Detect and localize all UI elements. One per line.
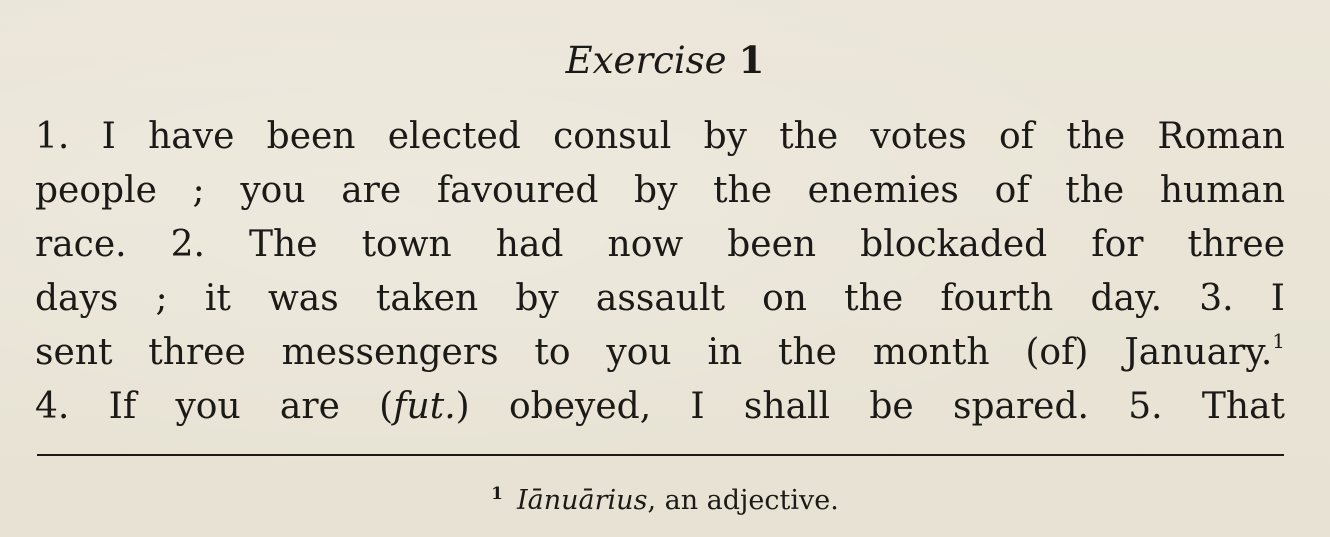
text-line — [35, 164, 1285, 218]
text-line — [35, 272, 1285, 326]
text-line — [35, 110, 1285, 164]
footnote — [0, 476, 1330, 519]
text-line — [35, 218, 1285, 272]
text-segment: days ; it was taken by assault on the fourth day. 3. I — [35, 278, 1285, 319]
text-segment: ) obeyed, I shall be spared. 5. That — [455, 386, 1285, 427]
text-segment: 4. If you are ( — [35, 386, 394, 427]
footnote-term: Iānuārius — [517, 485, 648, 516]
heading-word: Exercise — [565, 39, 727, 82]
text-segment: 1. I have been elected consul by the votes of the Roman — [35, 116, 1285, 157]
heading-number: 1 — [738, 38, 765, 82]
italic-text: fut. — [393, 386, 456, 427]
text-line — [35, 380, 1285, 434]
exercise-heading — [0, 38, 1330, 83]
footnote-text: , an adjective. — [647, 485, 839, 516]
text-segment: race. 2. The town had now been blockaded for three — [35, 224, 1285, 265]
text-segment: people ; you are favoured by the enemies of the human — [35, 170, 1285, 211]
footnote-rule — [37, 454, 1284, 456]
footnote-reference: 1 — [1272, 329, 1285, 353]
text-segment: sent three messengers to you in the month (of) January. — [35, 332, 1273, 373]
text-line — [35, 326, 1285, 380]
exercise-text — [35, 110, 1285, 434]
footnote-marker: 1 — [491, 484, 503, 504]
